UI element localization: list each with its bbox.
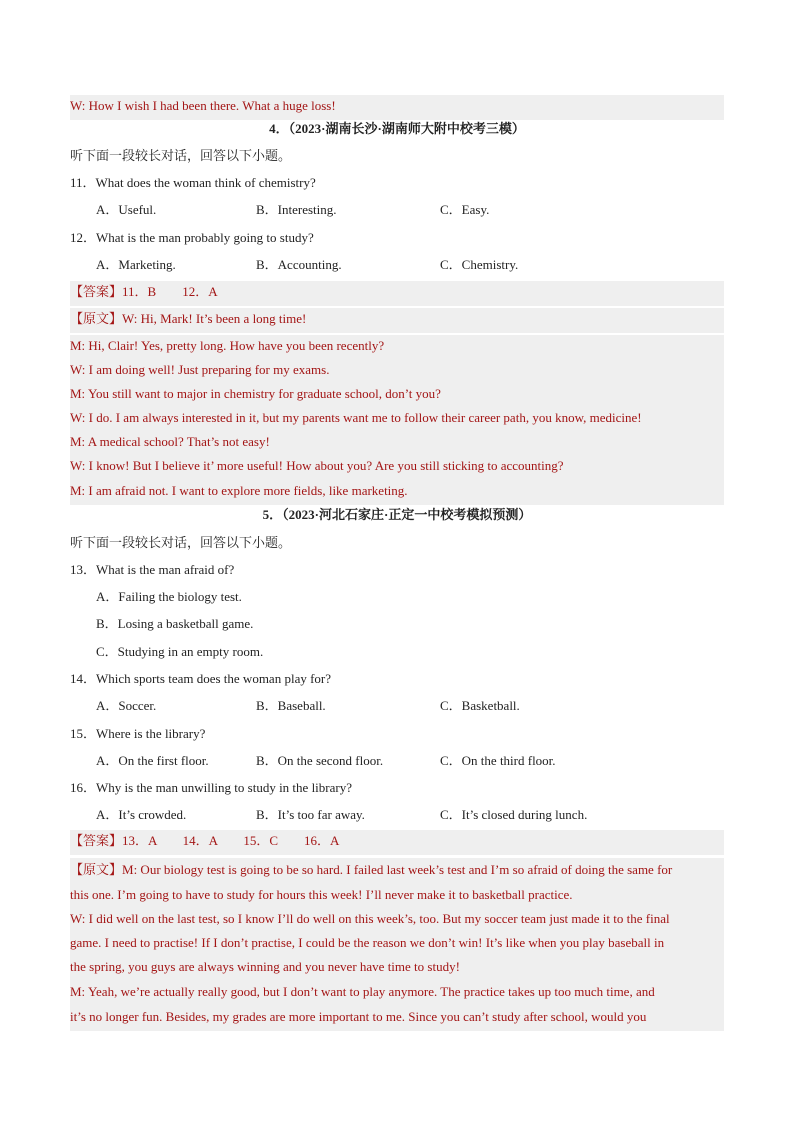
question-11-option-b: B．Interesting. (256, 202, 337, 217)
question-15-option-b: B．On the second floor. (256, 753, 384, 768)
transcript-line: M: A medical school? That’s not easy! (70, 431, 724, 456)
question-13-option-c: C．Studying in an empty room. (96, 644, 264, 659)
transcript-line: M: You still want to major in chemistry for graduate school, don’t you? (70, 383, 724, 408)
question-12-stem: 12．What is the man probably going to study? (70, 230, 314, 245)
question-15-option-a: A．On the first floor. (96, 753, 209, 768)
question-15-stem: 15．Where is the library? (70, 726, 206, 741)
transcript-tag: 【原文】 (70, 862, 123, 877)
question-16-option-c: C．It’s closed during lunch. (440, 807, 588, 822)
transcript-line: W: I am doing well! Just preparing for my exams. (70, 359, 724, 384)
transcript-line: M: Yeah, we’re actually really good, but I don’t want to play anymore. The practice takes up too much time, and (70, 981, 724, 1006)
question-11-stem: 11．What does the woman think of chemistry? (70, 175, 316, 190)
question-12-option-b: B．Accounting. (256, 257, 342, 272)
transcript-tag: 【原文】 (70, 311, 123, 326)
question-14-option-a: A．Soccer. (96, 698, 157, 713)
transcript-first-line (70, 858, 724, 884)
answer-tag: 【答案】 (70, 284, 123, 299)
question-14-option-c: C．Basketball. (440, 698, 520, 713)
transcript-line: W: I do. I am always interested in it, but my parents want me to follow their career path, you know, medicine! (70, 407, 724, 432)
transcript-text: M: Our biology test is going to be so hard. I failed last week’s test and I’m so afraid of doing the same for (122, 862, 673, 877)
transcript-line: this one. I’m going to have to study for hours this week! I’ll never make it to basketball practice. (70, 884, 724, 909)
transcript-line: the spring, you guys are always winning and you never have time to study! (70, 956, 724, 981)
question-12-option-a: A．Marketing. (96, 257, 176, 272)
question-16-option-a: A．It’s crowded. (96, 807, 187, 822)
transcript-line: it’s no longer fun. Besides, my grades are more important to me. Since you can’t study after school, would you (70, 1006, 724, 1031)
transcript-text: W: Hi, Mark! It’s been a long time! (122, 311, 307, 326)
answer-text: 11．B 12．A (122, 284, 218, 299)
transcript-line: W: I did well on the last test, so I know I’ll do well on this week’s, too. But my soccer team just made it to the final (70, 908, 724, 933)
answer-line (70, 281, 724, 306)
question-16-stem: 16．Why is the man unwilling to study in the library? (70, 780, 352, 795)
question-14-option-b: B．Baseball. (256, 698, 326, 713)
transcript-line: M: Hi, Clair! Yes, pretty long. How have you been recently? (70, 335, 724, 360)
question-14-stem: 14．Which sports team does the woman play for? (70, 671, 332, 686)
section-heading: 4．（2023·湖南长沙·湖南师大附中校考三模） (269, 121, 525, 136)
answer-line (70, 830, 724, 855)
transcript-line: W: How I wish I had been there. What a huge loss! (70, 95, 724, 120)
question-13-option-b: B．Losing a basketball game. (96, 616, 254, 631)
question-15-option-c: C．On the third floor. (440, 753, 556, 768)
question-16-option-b: B．It’s too far away. (256, 807, 365, 822)
answer-text: 13．A 14．A 15．C 16．A (122, 833, 340, 848)
transcript-line: M: I am afraid not. I want to explore more fields, like marketing. (70, 480, 724, 505)
question-13-option-a: A．Failing the biology test. (96, 589, 242, 604)
transcript-first-line (70, 308, 724, 333)
question-12-option-c: C．Chemistry. (440, 257, 519, 272)
question-11-option-c: C．Easy. (440, 202, 490, 217)
instruction-text: 听下面一段较长对话，回答以下小题。 (70, 535, 292, 550)
answer-tag: 【答案】 (70, 833, 123, 848)
transcript-line: game. I need to practise! If I don’t practise, I could be the reason we don’t win! It’s like when you play baseball in (70, 932, 724, 957)
instruction-text: 听下面一段较长对话，回答以下小题。 (70, 148, 292, 163)
question-13-stem: 13．What is the man afraid of? (70, 562, 235, 577)
transcript-line: W: I know! But I believe it’ more useful! How about you? Are you still sticking to accounting? (70, 455, 724, 480)
question-11-option-a: A．Useful. (96, 202, 157, 217)
section-heading: 5．（2023·河北石家庄·正定一中校考模拟预测） (262, 507, 532, 522)
